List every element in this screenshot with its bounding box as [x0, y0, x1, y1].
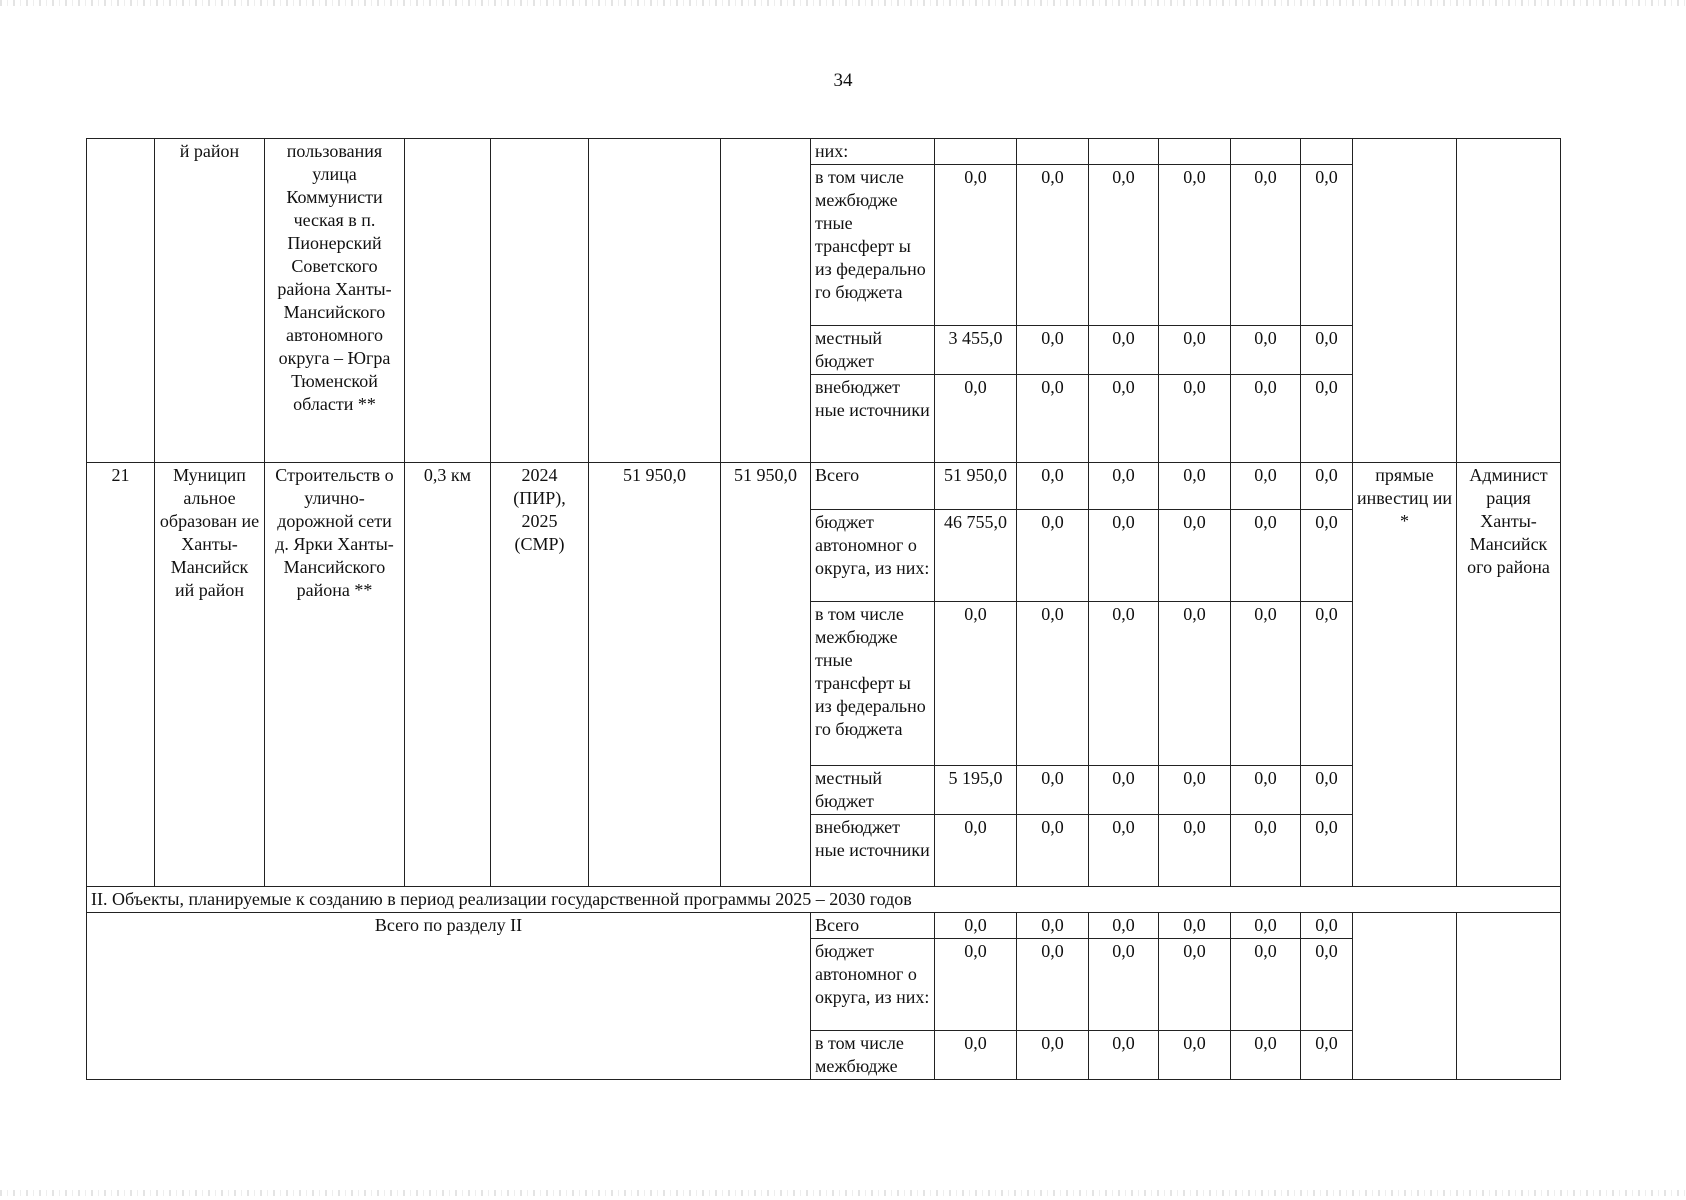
value-cell: 0,0: [1231, 913, 1301, 939]
value-cell: [1159, 139, 1231, 165]
table-row: [87, 887, 1561, 913]
mechanism-cell: [1353, 913, 1457, 1080]
value-cell: 0,0: [1017, 510, 1089, 602]
value-cell: 0,0: [935, 913, 1017, 939]
value-cell: 0,0: [1089, 815, 1159, 887]
value-cell: 0,0: [1159, 510, 1231, 602]
value-cell: 0,0: [1231, 510, 1301, 602]
value-cell: 0,0: [1017, 1031, 1089, 1080]
page-number: 34: [833, 70, 853, 91]
customer-cell: [1457, 139, 1561, 463]
customer-cell: Админист рация Ханты- Мансийск ого района: [1457, 463, 1561, 887]
value-cell: 0,0: [1017, 815, 1089, 887]
estimated-cost-cell: [589, 139, 721, 463]
value-cell: 0,0: [1301, 939, 1353, 1031]
capacity-cell: [405, 139, 491, 463]
value-cell: 0,0: [1301, 463, 1353, 510]
value-cell: 0,0: [1301, 815, 1353, 887]
scan-edge-bottom: [0, 1190, 1686, 1196]
funding-source-label: в том числе межбюдже тные трансферт ы из федерально го бюджета: [811, 165, 935, 326]
value-cell: 0,0: [1231, 1031, 1301, 1080]
value-cell: 0,0: [1017, 939, 1089, 1031]
value-cell: 0,0: [1159, 766, 1231, 815]
funding-source-label: них:: [811, 139, 935, 165]
value-cell: 0,0: [1231, 815, 1301, 887]
value-cell: 0,0: [1301, 913, 1353, 939]
value-cell: 0,0: [1231, 463, 1301, 510]
funding-source-label: бюджет автономног о округа, из них:: [811, 510, 935, 602]
value-cell: 0,0: [1017, 326, 1089, 375]
value-cell: 0,0: [1159, 165, 1231, 326]
row-number-cell: [87, 139, 155, 463]
funding-source-label: внебюджет ные источники: [811, 815, 935, 887]
value-cell: 0,0: [1017, 602, 1089, 766]
value-cell: [1231, 139, 1301, 165]
value-cell: 0,0: [1231, 375, 1301, 463]
remaining-cost-cell: [721, 139, 811, 463]
value-cell: 0,0: [1231, 939, 1301, 1031]
value-cell: 0,0: [1159, 326, 1231, 375]
mechanism-cell: [1353, 139, 1457, 463]
value-cell: 0,0: [935, 939, 1017, 1031]
municipality-cell: й район: [155, 139, 265, 463]
value-cell: 0,0: [1159, 815, 1231, 887]
value-cell: 0,0: [1301, 375, 1353, 463]
value-cell: [1301, 139, 1353, 165]
value-cell: 0,0: [1231, 602, 1301, 766]
value-cell: 0,0: [1159, 1031, 1231, 1080]
value-cell: 0,0: [935, 1031, 1017, 1080]
value-cell: 0,0: [1301, 510, 1353, 602]
funding-source-label: Всего: [811, 913, 935, 939]
value-cell: 51 950,0: [935, 463, 1017, 510]
value-cell: 0,0: [1089, 165, 1159, 326]
period-cell: 2024 (ПИР), 2025 (СМР): [491, 463, 589, 887]
section-total-label: Всего по разделу II: [87, 913, 811, 1080]
value-cell: [1089, 139, 1159, 165]
value-cell: 0,0: [1301, 1031, 1353, 1080]
table-row: [87, 139, 1561, 165]
value-cell: 0,0: [1231, 766, 1301, 815]
value-cell: 0,0: [1089, 375, 1159, 463]
funding-source-label: Всего: [811, 463, 935, 510]
value-cell: 0,0: [1017, 913, 1089, 939]
value-cell: 0,0: [935, 375, 1017, 463]
value-cell: 0,0: [1017, 375, 1089, 463]
funding-source-label: местный бюджет: [811, 326, 935, 375]
scan-edge-top: [0, 0, 1686, 6]
mechanism-cell: прямые инвестиц ии *: [1353, 463, 1457, 887]
funding-source-label: в том числе межбюдже тные трансферт ы из федерально го бюджета: [811, 602, 935, 766]
table-row: [87, 913, 1561, 939]
value-cell: 0,0: [1017, 165, 1089, 326]
value-cell: 0,0: [1089, 463, 1159, 510]
funding-source-label: внебюджет ные источники: [811, 375, 935, 463]
value-cell: [1017, 139, 1089, 165]
value-cell: 0,0: [935, 602, 1017, 766]
value-cell: 0,0: [1089, 766, 1159, 815]
value-cell: [935, 139, 1017, 165]
value-cell: 0,0: [1231, 165, 1301, 326]
remaining-cost-cell: 51 950,0: [721, 463, 811, 887]
value-cell: 0,0: [1231, 326, 1301, 375]
row-number-cell: 21: [87, 463, 155, 887]
value-cell: 3 455,0: [935, 326, 1017, 375]
value-cell: 0,0: [1017, 766, 1089, 815]
municipality-cell: Муницип альное образован ие Ханты- Мансийск ий район: [155, 463, 265, 887]
value-cell: 46 755,0: [935, 510, 1017, 602]
value-cell: 0,0: [1301, 165, 1353, 326]
value-cell: 0,0: [1159, 463, 1231, 510]
funding-source-label: в том числе межбюдже: [811, 1031, 935, 1080]
capacity-cell: 0,3 км: [405, 463, 491, 887]
value-cell: 0,0: [1301, 602, 1353, 766]
value-cell: 0,0: [1159, 375, 1231, 463]
period-cell: [491, 139, 589, 463]
value-cell: 0,0: [1089, 326, 1159, 375]
object-name-cell: Строительств о улично- дорожной сети д. Ярки Ханты- Мансийского района **: [265, 463, 405, 887]
section-title: II. Объекты, планируемые к созданию в период реализации государственной программы 2025 – 2030 годов: [87, 887, 1561, 913]
value-cell: 0,0: [1301, 766, 1353, 815]
value-cell: 0,0: [1301, 326, 1353, 375]
value-cell: 0,0: [1159, 913, 1231, 939]
investment-objects-table: [86, 138, 1561, 1080]
value-cell: 0,0: [935, 165, 1017, 326]
value-cell: 0,0: [1089, 602, 1159, 766]
value-cell: 0,0: [935, 815, 1017, 887]
value-cell: 0,0: [1017, 463, 1089, 510]
value-cell: 0,0: [1159, 939, 1231, 1031]
value-cell: 0,0: [1159, 602, 1231, 766]
table-row: [87, 463, 1561, 510]
value-cell: 0,0: [1089, 510, 1159, 602]
value-cell: 0,0: [1089, 913, 1159, 939]
estimated-cost-cell: 51 950,0: [589, 463, 721, 887]
customer-cell: [1457, 913, 1561, 1080]
value-cell: 5 195,0: [935, 766, 1017, 815]
value-cell: 0,0: [1089, 939, 1159, 1031]
object-name-cell: пользования улица Коммунисти ческая в п. Пионерский Советского района Ханты- Мансийского автономного округа – Югра Тюменской области **: [265, 139, 405, 463]
funding-source-label: местный бюджет: [811, 766, 935, 815]
funding-source-label: бюджет автономног о округа, из них:: [811, 939, 935, 1031]
value-cell: 0,0: [1089, 1031, 1159, 1080]
